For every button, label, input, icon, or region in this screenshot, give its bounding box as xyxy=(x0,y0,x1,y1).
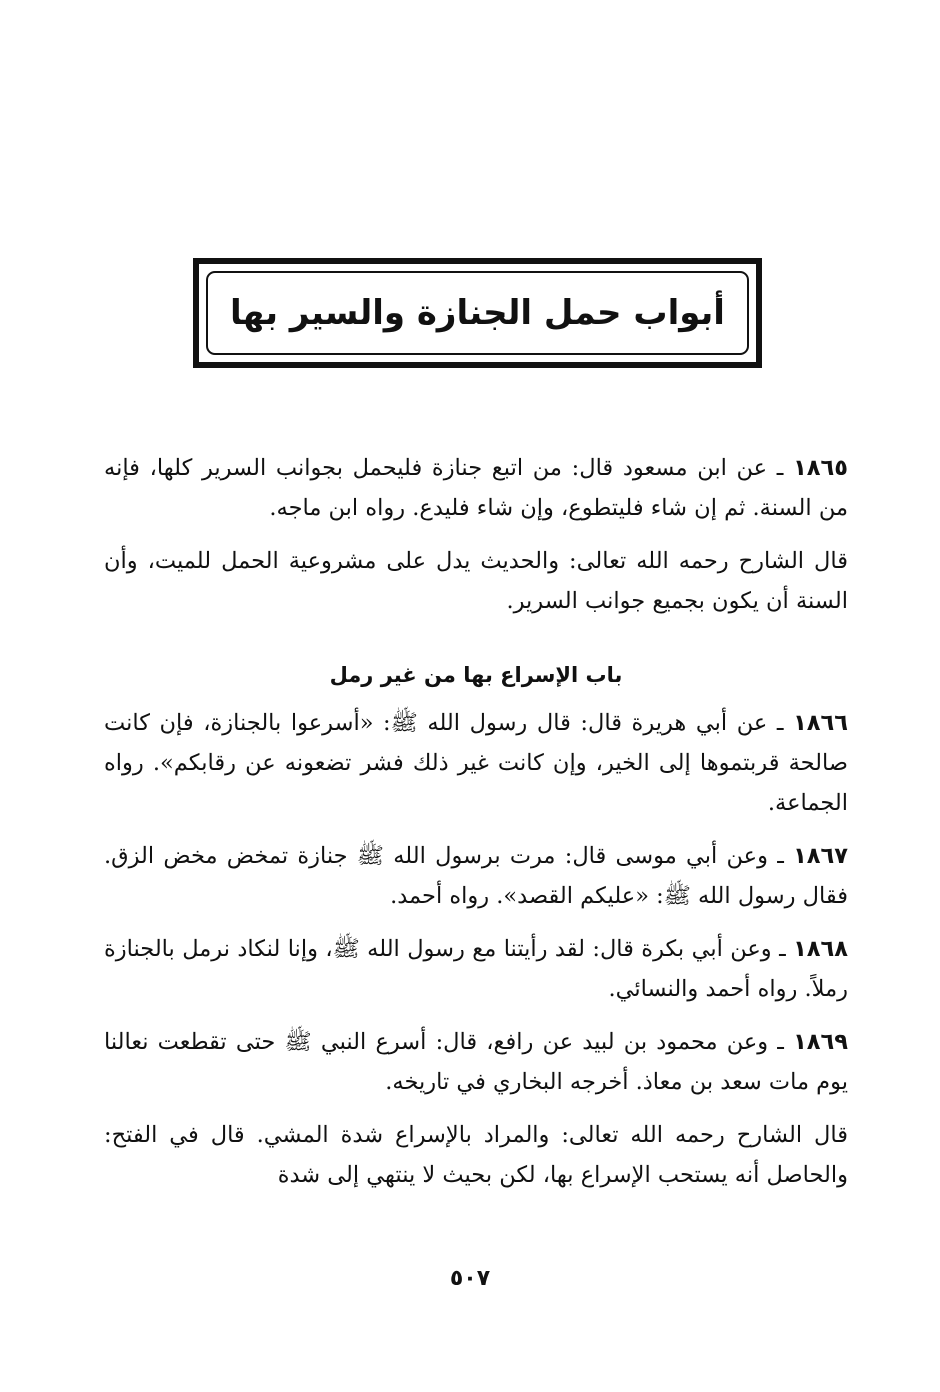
hadith-paragraph xyxy=(104,541,848,621)
chapter-title-frame-inner xyxy=(199,264,756,362)
section-heading: باب الإسراع بها من غير رمل xyxy=(329,663,623,687)
hadith-paragraph xyxy=(104,1115,848,1195)
page-body xyxy=(104,448,848,1208)
hadith-paragraph xyxy=(104,1022,848,1102)
chapter-title-frame xyxy=(193,258,762,368)
hadith-number: ١٨٦٧ xyxy=(793,843,848,869)
hadith-paragraph xyxy=(104,836,848,916)
paragraph-text: ـ عن أبي هريرة قال: قال رسول الله ﷺ: «أسرعوا بالجنازة، فإن كانت صالحة قربتموها إلى الخير، وإن كانت غير ذلك فشر تضعونه عن رقابكم». رواه الجماعة. xyxy=(104,710,848,816)
hadith-paragraph xyxy=(104,929,848,1009)
chapter-title: أبواب حمل الجنازة والسير بها xyxy=(230,293,725,333)
page-number: ٥٠٧ xyxy=(449,1266,491,1291)
hadith-paragraph xyxy=(104,703,848,823)
hadith-number: ١٨٦٥ xyxy=(793,455,848,481)
chapter-title-box xyxy=(206,271,749,355)
bottom-paragraphs xyxy=(104,703,848,1195)
paragraph-text: ـ وعن أبي بكرة قال: لقد رأيتنا مع رسول الله ﷺ، وإنا لنكاد نرمل بالجنازة رملاً. رواه أحمد والنسائي. xyxy=(104,936,848,1002)
hadith-number: ١٨٦٦ xyxy=(793,710,848,736)
paragraph-text: قال الشارح رحمه الله تعالى: والمراد بالإسراع شدة المشي. قال في الفتح: والحاصل أنه يستحب الإسراع بها، لكن بحيث لا ينتهي إلى شدة xyxy=(104,1122,848,1188)
hadith-number: ١٨٦٨ xyxy=(793,936,848,962)
top-paragraphs xyxy=(104,448,848,621)
paragraph-text: ـ وعن محمود بن لبيد عن رافع، قال: أسرع النبي ﷺ حتى تقطعت نعالنا يوم مات سعد بن معاذ. أخرجه البخاري في تاريخه. xyxy=(104,1029,848,1095)
hadith-number: ١٨٦٩ xyxy=(793,1029,848,1055)
paragraph-text: قال الشارح رحمه الله تعالى: والحديث يدل على مشروعية الحمل للميت، وأن السنة أن يكون بجميع جوانب السرير. xyxy=(104,548,848,614)
paragraph-text: ـ وعن أبي موسى قال: مرت برسول الله ﷺ جنازة تمخض مخض الزق. فقال رسول الله ﷺ: «عليكم القصد». رواه أحمد. xyxy=(104,843,848,909)
paragraph-text: ـ عن ابن مسعود قال: من اتبع جنازة فليحمل بجوانب السرير كلها، فإنه من السنة. ثم إن شاء فليتطوع، وإن شاء فليدع. رواه ابن ماجه. xyxy=(104,455,848,521)
hadith-paragraph xyxy=(104,448,848,528)
